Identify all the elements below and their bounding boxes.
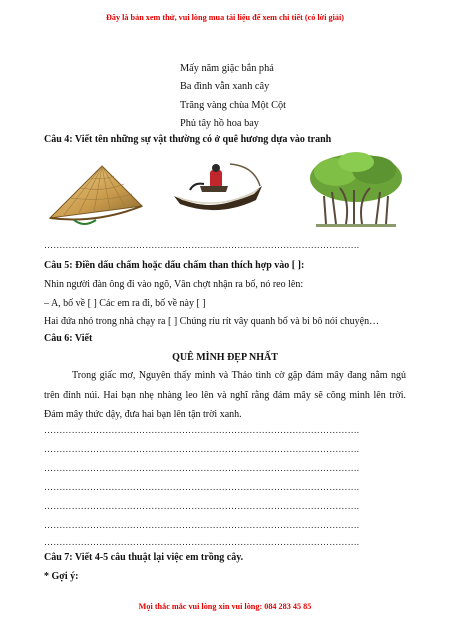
question-6-title: Câu 6: Viết [44, 333, 93, 344]
writing-line: …………………………………………………………………………………………. [44, 425, 360, 435]
hint-label: * Gợi ý: [44, 571, 79, 582]
poem [180, 60, 286, 133]
writing-line: …………………………………………………………………………………………. [44, 501, 360, 511]
story-heading: QUÊ MÌNH ĐẸP NHẤT [172, 352, 278, 363]
question-4-title: Câu 4: Viết tên những sự vật thường có ở quê hương dựa vào tranh [44, 134, 332, 145]
question-7-title: Câu 7: Viết 4-5 câu thuật lại việc em trồng cây. [44, 552, 244, 563]
poem-line: Ba đình vẫn xanh cây [180, 81, 270, 93]
writing-line: …………………………………………………………………………………………. [44, 537, 360, 547]
boat-image [170, 156, 265, 218]
poem-line: Phủ tây hồ hoa bay [180, 117, 259, 129]
answer-line: …………………………………………………………………………………………. [44, 240, 360, 250]
question-5-line: Hai đứa nhỏ trong nhà chạy ra [ ] Chúng ríu rít vây quanh bố và bi bô nói chuyện… [44, 316, 380, 327]
poem-line: Trăng vàng chùa Một Cột [180, 99, 287, 111]
header-notice: Đây là bản xem thử, vui lòng mua tài liệu để xem chi tiết (có lời giải) [105, 13, 344, 22]
banyan-tree-image [306, 150, 406, 230]
question-5-line: Nhìn người đàn ông đi vào ngõ, Vân chợt nhận ra bố, nó reo lên: [44, 279, 304, 290]
writing-line: …………………………………………………………………………………………. [44, 444, 360, 454]
conical-hat-image [44, 162, 144, 230]
writing-line: …………………………………………………………………………………………. [44, 463, 360, 473]
question-5-line: – A, bố về [ ] Các em ra đi, bố về này [ ] [44, 298, 206, 309]
story-paragraph: Trong giấc mơ, Nguyên thấy mình và Thảo tình cờ gặp đám mây đang nằm ngủ trên đỉnh núi. Hai bạn nhẹ nhàng leo lên và nghĩ rằng đám mây sẽ cõng mình lên trời. Đám mây thức dậy, đưa hai bạn lên tận trời xanh. [44, 370, 406, 420]
footer-notice: Mọi thắc mắc vui lòng xin vui lòng: 084 283 45 85 [138, 602, 312, 611]
question-5-title: Câu 5: Điền dấu chấm hoặc dấu chấm than thích hợp vào [ ]: [44, 260, 305, 271]
writing-line: …………………………………………………………………………………………. [44, 520, 360, 530]
writing-line: …………………………………………………………………………………………. [44, 482, 360, 492]
poem-line: Mấy năm giặc bắn phá [180, 63, 274, 74]
